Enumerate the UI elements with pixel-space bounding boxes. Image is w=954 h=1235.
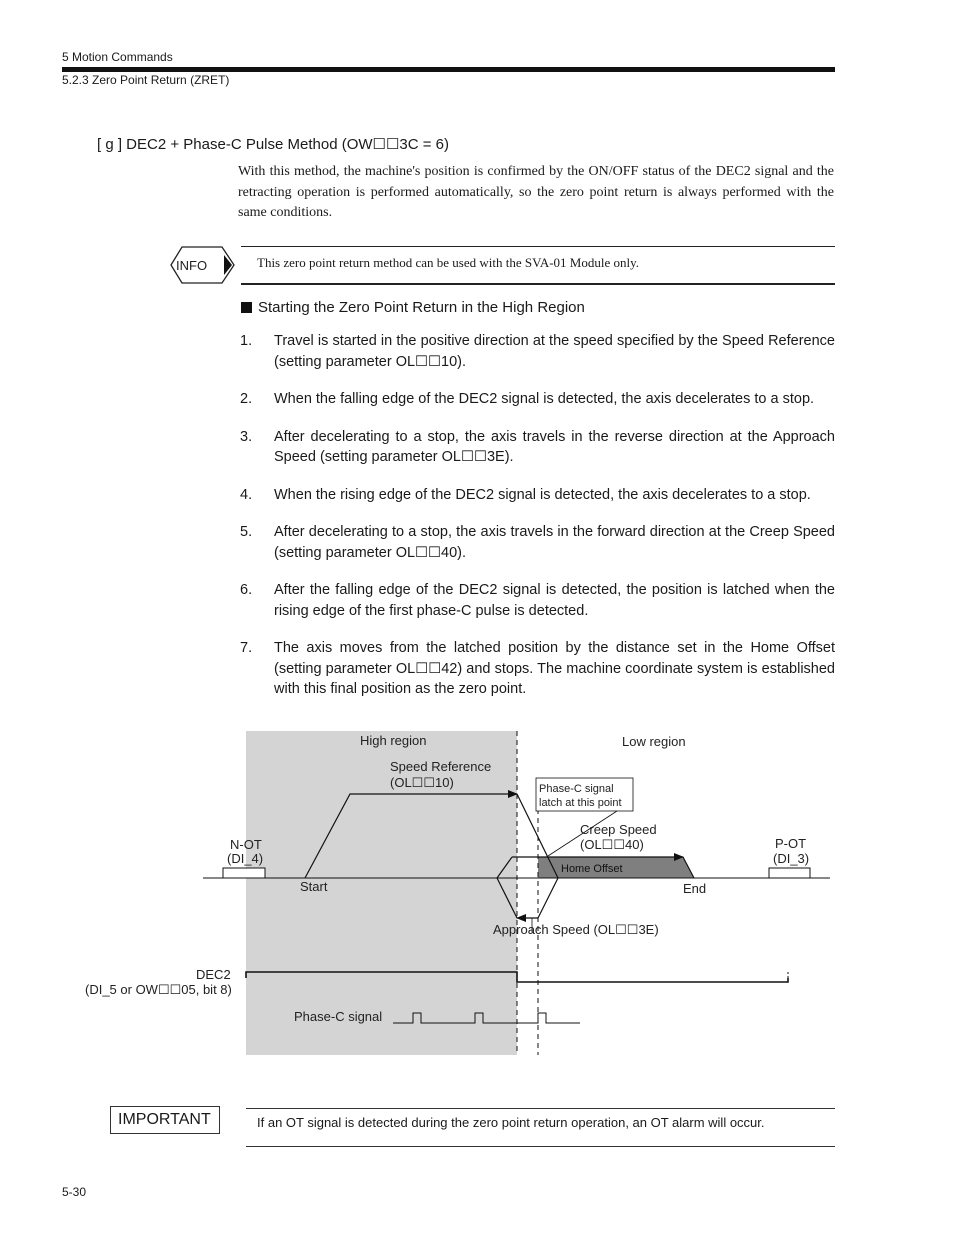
low-region-label: Low region — [622, 734, 686, 749]
intro-paragraph: With this method, the machine's position is confirmed by the ON/OFF status of the DEC2 signal and the retracting operation is performed automatically, so the zero point return is always performed with the same conditions. — [238, 164, 834, 220]
step-item — [240, 485, 835, 506]
end-label: End — [683, 881, 707, 896]
steps-list — [240, 331, 835, 717]
info-icon-label: INFO — [176, 258, 208, 273]
zero-point-return-diagram — [0, 720, 954, 1065]
important-label: IMPORTANT — [118, 1111, 211, 1128]
phase-c-signal-label: Phase-C signal — [294, 1009, 383, 1024]
step-text: When the rising edge of the DEC2 signal is detected, the axis decelerates to a stop. — [274, 486, 811, 503]
phase-c-latch-label-2: latch at this point — [539, 797, 622, 809]
important-label-box — [110, 1106, 220, 1134]
info-text: This zero point return method can be used with the SVA-01 Module only. — [257, 255, 639, 270]
start-label: Start — [300, 879, 328, 894]
subheading-text: Starting the Zero Point Return in the High Region — [258, 299, 585, 316]
dec2-label: DEC2 — [196, 967, 231, 982]
step-item — [240, 389, 835, 410]
step-number: 5. — [240, 524, 253, 540]
step-text: Travel is started in the positive direction at the speed specified by the Speed Reference (setting parameter OL☐☐10). — [274, 333, 835, 370]
page-number: 5-30 — [62, 1185, 87, 1199]
high-region-area — [246, 731, 517, 1055]
n-ot-block — [223, 868, 265, 878]
important-text: If an OT signal is detected during the zero point return operation, an OT alarm will occur. — [257, 1115, 765, 1130]
high-region-label: High region — [360, 733, 427, 748]
chapter-heading: 5 Motion Commands — [62, 50, 173, 64]
step-item — [240, 638, 835, 700]
step-text: After decelerating to a stop, the axis travels in the reverse direction at the Approach Speed (setting parameter OL☐☐3E). — [274, 428, 835, 465]
info-rule-top — [241, 246, 835, 247]
reverse-accel-line — [538, 878, 558, 918]
step-number: 7. — [240, 640, 253, 656]
creep-speed-label: Creep Speed — [580, 822, 657, 837]
step-item — [240, 331, 835, 372]
info-icon — [170, 246, 236, 284]
step-item — [240, 427, 835, 468]
n-ot-label: N-OT — [230, 837, 262, 852]
subheading — [241, 299, 585, 316]
step-text: After decelerating to a stop, the axis travels in the forward direction at the Creep Speed (setting parameter OL☐☐40). — [274, 524, 835, 561]
important-rule-bottom — [246, 1146, 835, 1147]
p-ot-input: (DI_3) — [773, 851, 810, 866]
speed-reference-param: (OL☐☐10) — [390, 775, 454, 790]
p-ot-block — [769, 868, 810, 878]
creep-speed-param: (OL☐☐40) — [580, 837, 644, 852]
step-number: 4. — [240, 486, 253, 503]
home-offset-label: Home Offset — [561, 863, 623, 875]
step-number: 1. — [240, 333, 253, 349]
method-title: [ g ] DEC2 + Phase-C Pulse Method (OW☐☐3C = 6) — [97, 136, 450, 153]
header-rule — [62, 67, 835, 72]
phase-c-latch-label-1: Phase-C signal — [539, 783, 614, 795]
step-number: 2. — [240, 391, 253, 407]
n-ot-input: (DI_4) — [227, 851, 264, 866]
speed-reference-label: Speed Reference — [390, 759, 492, 774]
important-rule-top — [246, 1108, 835, 1109]
step-text: After the falling edge of the DEC2 signal is detected, the position is latched when the rising edge of the first phase-C pulse is detected. — [274, 582, 835, 619]
step-item — [240, 522, 835, 563]
p-ot-label: P-OT — [775, 836, 807, 851]
dec2-source-label: (DI_5 or OW☐☐05, bit 8) — [85, 982, 232, 997]
step-item — [240, 580, 835, 621]
step-text: The axis moves from the latched position by the distance set in the Home Offset (setting parameter OL☐☐42) and stops. The machine coordinate system is established with this final position as the zero point. — [274, 640, 835, 697]
step-text: When the falling edge of the DEC2 signal is detected, the axis decelerates to a stop. — [274, 391, 815, 407]
square-bullet-icon — [241, 302, 252, 313]
info-rule-bottom — [241, 283, 835, 285]
step-number: 6. — [240, 582, 253, 598]
approach-speed-label: Approach Speed (OL☐☐3E) — [493, 922, 659, 937]
section-heading: 5.2.3 Zero Point Return (ZRET) — [62, 73, 230, 87]
step-number: 3. — [240, 428, 253, 445]
